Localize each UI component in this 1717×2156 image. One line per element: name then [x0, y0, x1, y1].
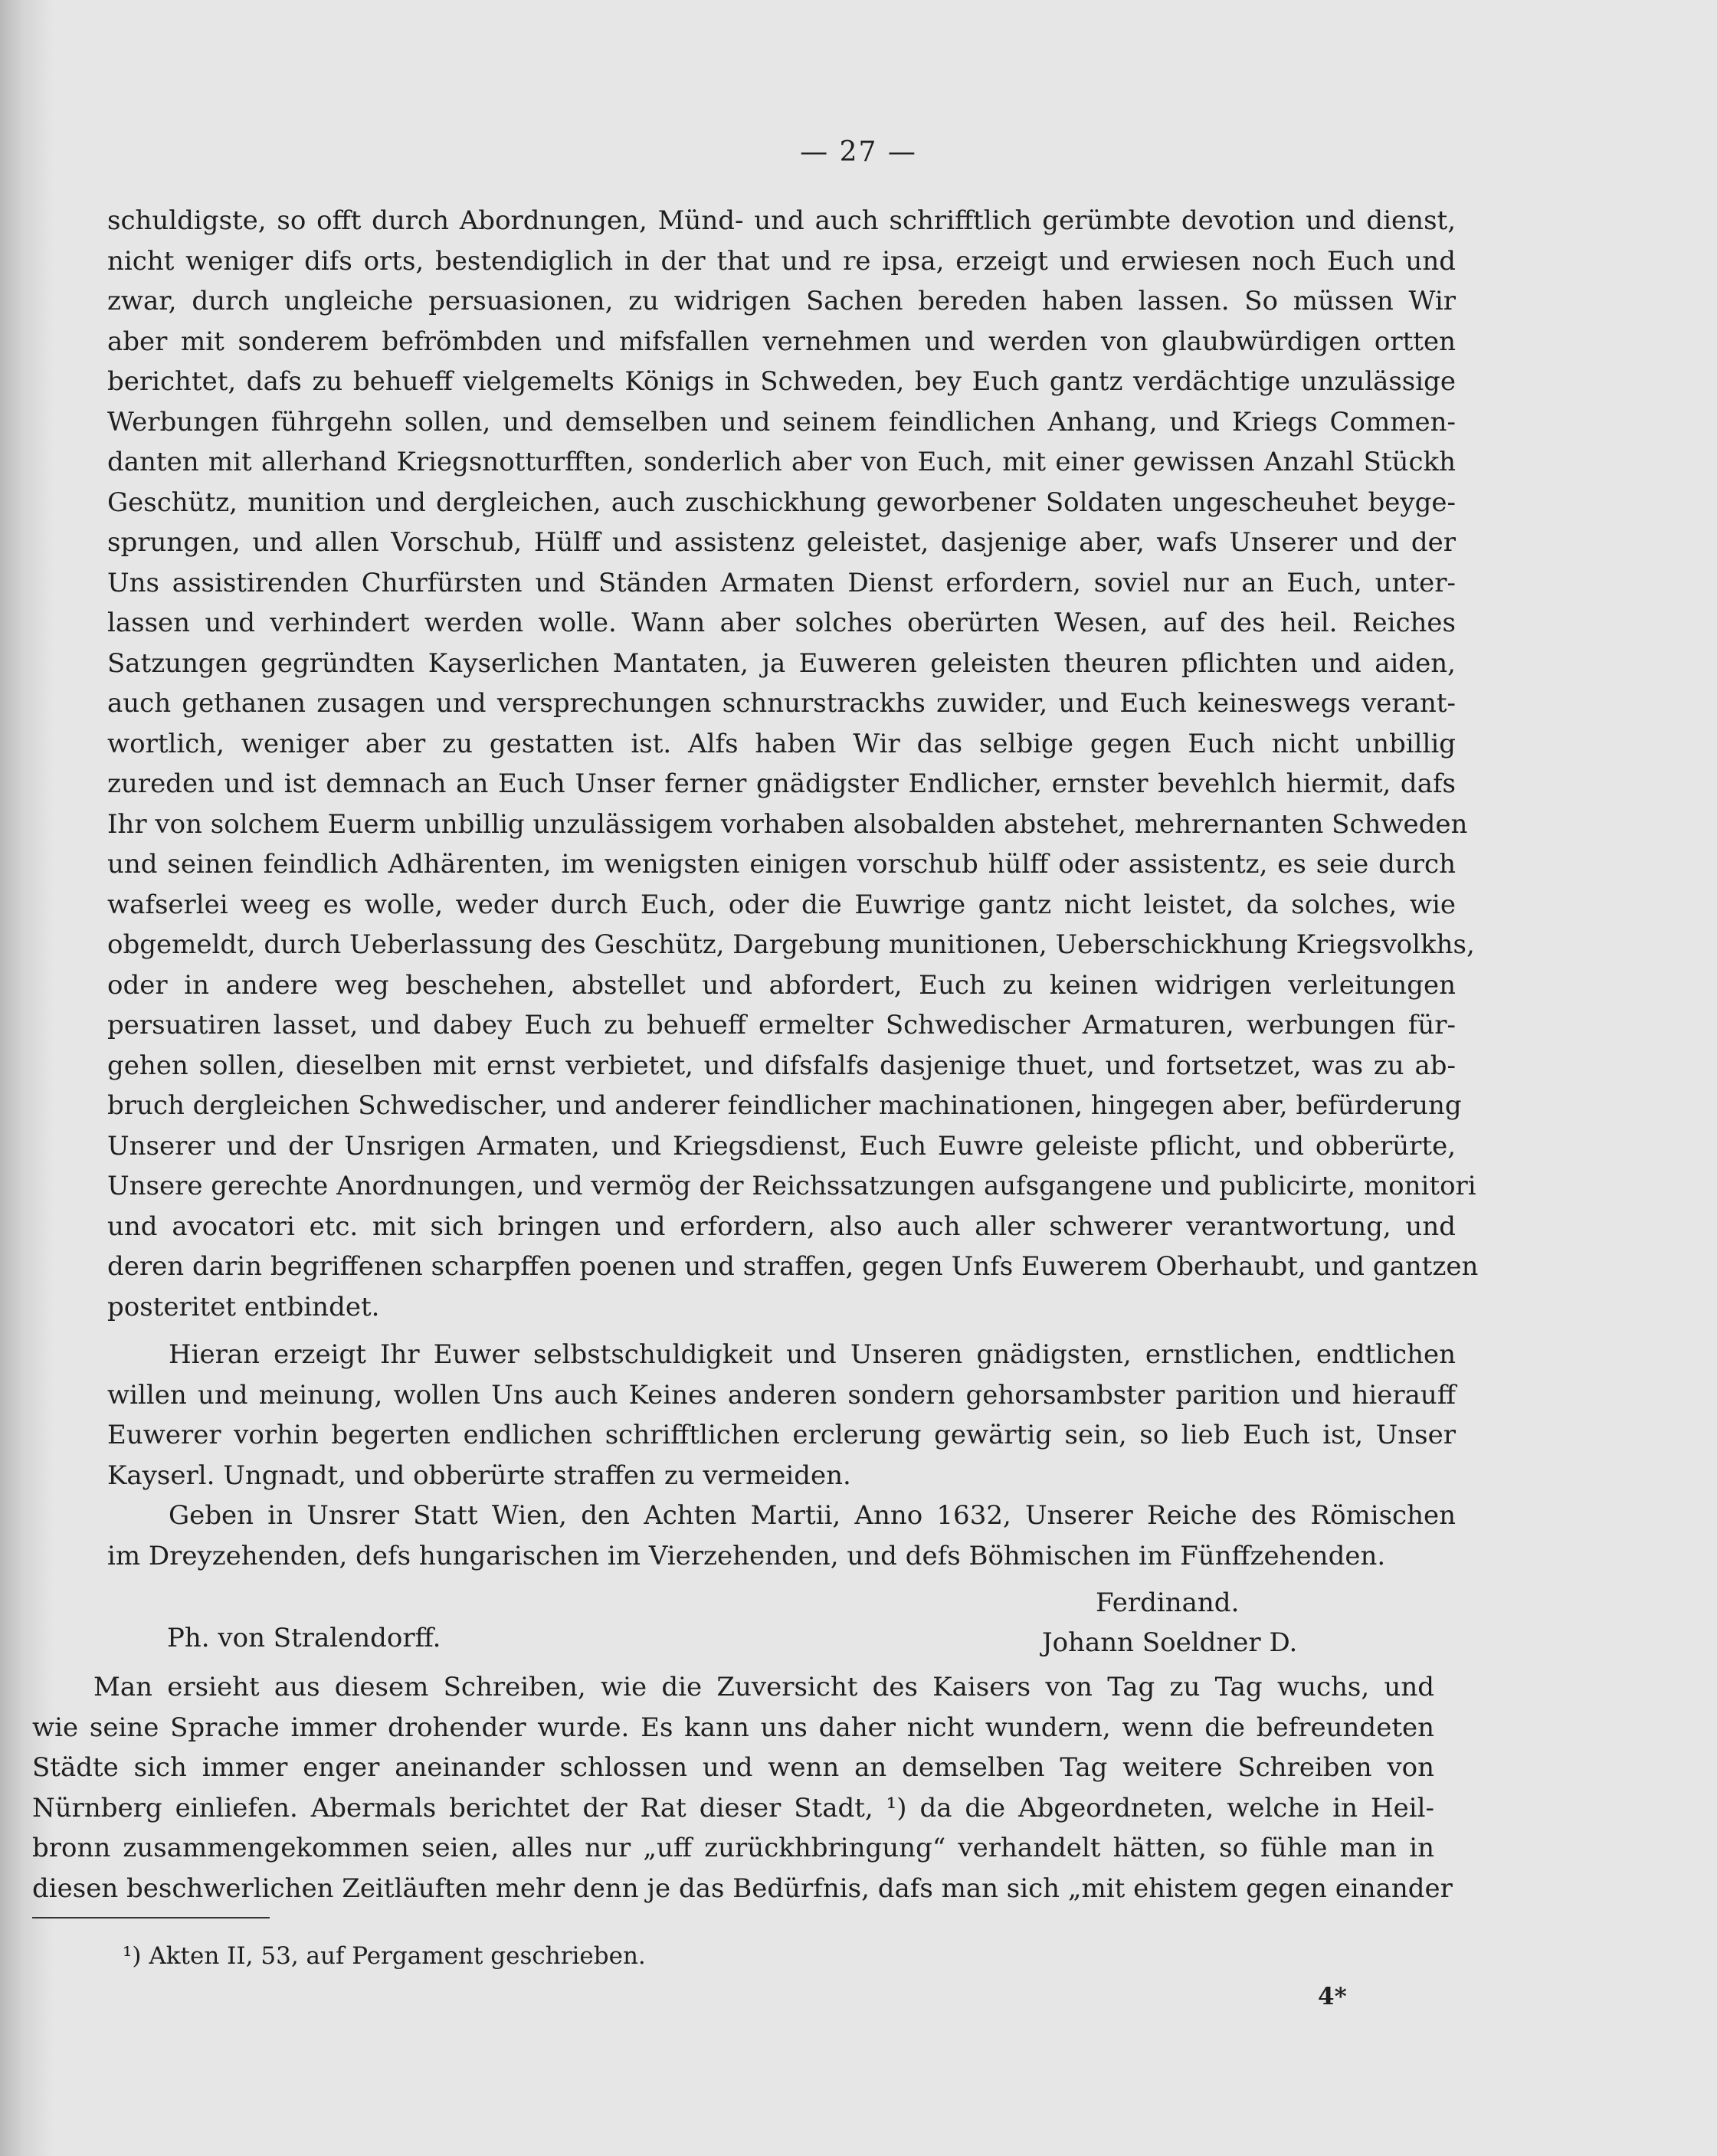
text-line: Euwerer vorhin begerten endlichen schrifftlichen erclerung gewärtig sein, so lieb Euch ist, Unser: [107, 1420, 1456, 1450]
page-number: — 27 —: [800, 136, 917, 168]
text-line: Man ersieht aus diesem Schreiben, wie die Zuversicht des Kaisers von Tag zu Tag wuchs, und: [93, 1672, 1434, 1702]
text-line-last: Kayserl. Ungnadt, und obberürte straffen zu vermeiden.: [107, 1460, 851, 1491]
text-line: Uns assistirenden Churfürsten und Ständen Armaten Dienst erfordern, soviel nur an Euch, unter-: [107, 567, 1456, 598]
text-line: Ihr von solchem Euerm unbillig unzulässigem vorhaben alsobalden abstehet, mehrernanten Schweden: [107, 808, 1468, 840]
text-line: bruch dergleichen Schwedischer, und anderer feindlicher machinationen, hingegen aber, befürderung: [107, 1090, 1462, 1121]
text-line: wortlich, weniger aber zu gestatten ist. Alfs haben Wir das selbige gegen Euch nicht unbillig: [107, 728, 1456, 759]
paragraph-dating: [107, 1496, 1456, 1576]
text-line: aber mit sonderem befrömbden und mifsfallen vernehmen und werden von glaubwürdigen ortten: [107, 326, 1456, 357]
text-line: berichtet, dafs zu behueff vielgemelts Königs in Schweden, bey Euch gantz verdächtige unzulässige: [107, 366, 1456, 397]
text-line: nicht weniger difs orts, bestendiglich in der that und re ipsa, erzeigt und erwiesen noch Euch und: [107, 245, 1456, 277]
text-line: oder in andere weg beschehen, abstellet und abfordert, Euch zu keinen widrigen verleitungen: [107, 969, 1456, 1001]
text-line: Nürnberg einliefen. Abermals berichtet der Rat dieser Stadt, ¹) da die Abgeordneten, welche in Heil-: [32, 1792, 1434, 1823]
text-line: und seinen feindlich Adhärenten, im wenigsten einigen vorschub hülff oder assistentz, es seie durch: [107, 849, 1456, 880]
text-line: Unsere gerechte Anordnungen, und vermög der Reichssatzungen aufsgangene und publicirte, monitori: [107, 1171, 1476, 1201]
text-line-last: im Dreyzehenden, defs hungarischen im Vierzehenden, und defs Böhmischen im Fünffzehenden.: [107, 1540, 1386, 1571]
paragraph-letter-body: [107, 201, 1479, 1327]
text-line: wafserlei weeg es wolle, weder durch Euch, oder die Euwrige gantz nicht leistet, da solches, wie: [107, 889, 1456, 920]
text-line: lassen und verhindert werden wolle. Wann aber solches oberürten Wesen, auf des heil. Reiches: [107, 608, 1456, 638]
text-line: auch gethanen zusagen und versprechungen schnurstrackhs zuwider, und Euch keineswegs verant-: [107, 688, 1456, 719]
signature-stralendorff: Ph. von Stralendorff.: [167, 1623, 441, 1653]
printer-signature-mark: 4*: [1318, 1983, 1347, 2010]
text-line: Satzungen gegründten Kayserlichen Mantaten, ja Euweren geleisten theuren pflichten und aiden,: [107, 647, 1456, 679]
text-line: sprungen, und allen Vorschub, Hülff und assistenz geleistet, dasjenige aber, wafs Unserer und der: [107, 527, 1456, 558]
text-line: gehen sollen, dieselben mit ernst verbietet, und difsfalfs dasjenige thuet, und fortsetzet, was zu ab-: [107, 1050, 1456, 1081]
signature-soeldner: Johann Soeldner D.: [1042, 1627, 1298, 1658]
text-line: wie seine Sprache immer drohender wurde. Es kann uns daher nicht wundern, wenn die befreundeten: [32, 1712, 1434, 1743]
text-line-last: posteritet entbindet.: [107, 1291, 380, 1322]
text-line: schuldigste, so offt durch Abordnungen, Münd- und auch schrifftlich gerümbte devotion und dienst,: [107, 205, 1456, 236]
text-line: Geben in Unsrer Statt Wien, den Achten Martii, Anno 1632, Unserer Reiche des Römischen: [169, 1500, 1456, 1531]
text-line: und avocatori etc. mit sich bringen und erfordern, also auch aller schwerer verantwortung, und: [107, 1211, 1456, 1242]
text-line: zureden und ist demnach an Euch Unser ferner gnädigster Endlicher, ernster bevehlch hiermit, dafs: [107, 768, 1456, 799]
text-line: deren darin begriffenen scharpffen poenen und straffen, gegen Unfs Euwerem Oberhaubt, und gantzen: [107, 1251, 1479, 1282]
footnote: ¹) Akten II, 53, auf Pergament geschrieben.: [123, 1942, 646, 1970]
text-line: Werbungen führgehn sollen, und demselben und seinem feindlichen Anhang, und Kriegs Commen-: [107, 406, 1456, 437]
text-line: willen und meinung, wollen Uns auch Keines anderen sondern gehorsambster parition und hierauff: [107, 1379, 1456, 1411]
text-line: bronn zusammengekommen seien, alles nur „uff zurückhbringung“ verhandelt hätten, so fühle man in: [32, 1833, 1434, 1863]
text-line: diesen beschwerlichen Zeitläuften mehr denn je das Bedürfnis, dafs man sich „mit ehistem gegen einander: [32, 1873, 1453, 1904]
text-line: Geschütz, munition und dergleichen, auch zuschickhung geworbener Soldaten ungescheuhet beyge-: [107, 487, 1456, 518]
paragraph-commentary: [32, 1667, 1453, 1909]
text-line: Hieran erzeigt Ihr Euwer selbstschuldigkeit und Unseren gnädigsten, ernstlichen, endtlichen: [169, 1339, 1456, 1370]
paragraph-closing: [107, 1335, 1456, 1496]
text-line: danten mit allerhand Kriegsnotturfften, sonderlich aber von Euch, mit einer gewissen Anzahl Stückh: [107, 447, 1456, 477]
text-line: zwar, durch ungleiche persuasionen, zu widrigen Sachen bereden haben lassen. So müssen Wir: [107, 286, 1456, 316]
text-line: Unserer und der Unsrigen Armaten, und Kriegsdienst, Euch Euwre geleiste pflicht, und obberürte,: [107, 1130, 1456, 1162]
signature-ferdinand: Ferdinand.: [1096, 1588, 1240, 1618]
text-line: persuatiren lasset, und dabey Euch zu behueff ermelter Schwedischer Armaturen, werbungen für-: [107, 1010, 1456, 1040]
footnote-divider: [32, 1917, 270, 1918]
text-line: Städte sich immer enger aneinander schlossen und wenn an demselben Tag weitere Schreiben von: [32, 1752, 1434, 1783]
text-line: obgemeldt, durch Ueberlassung des Geschütz, Dargebung munitionen, Ueberschickhung Kriegsvolkhs,: [107, 929, 1475, 960]
